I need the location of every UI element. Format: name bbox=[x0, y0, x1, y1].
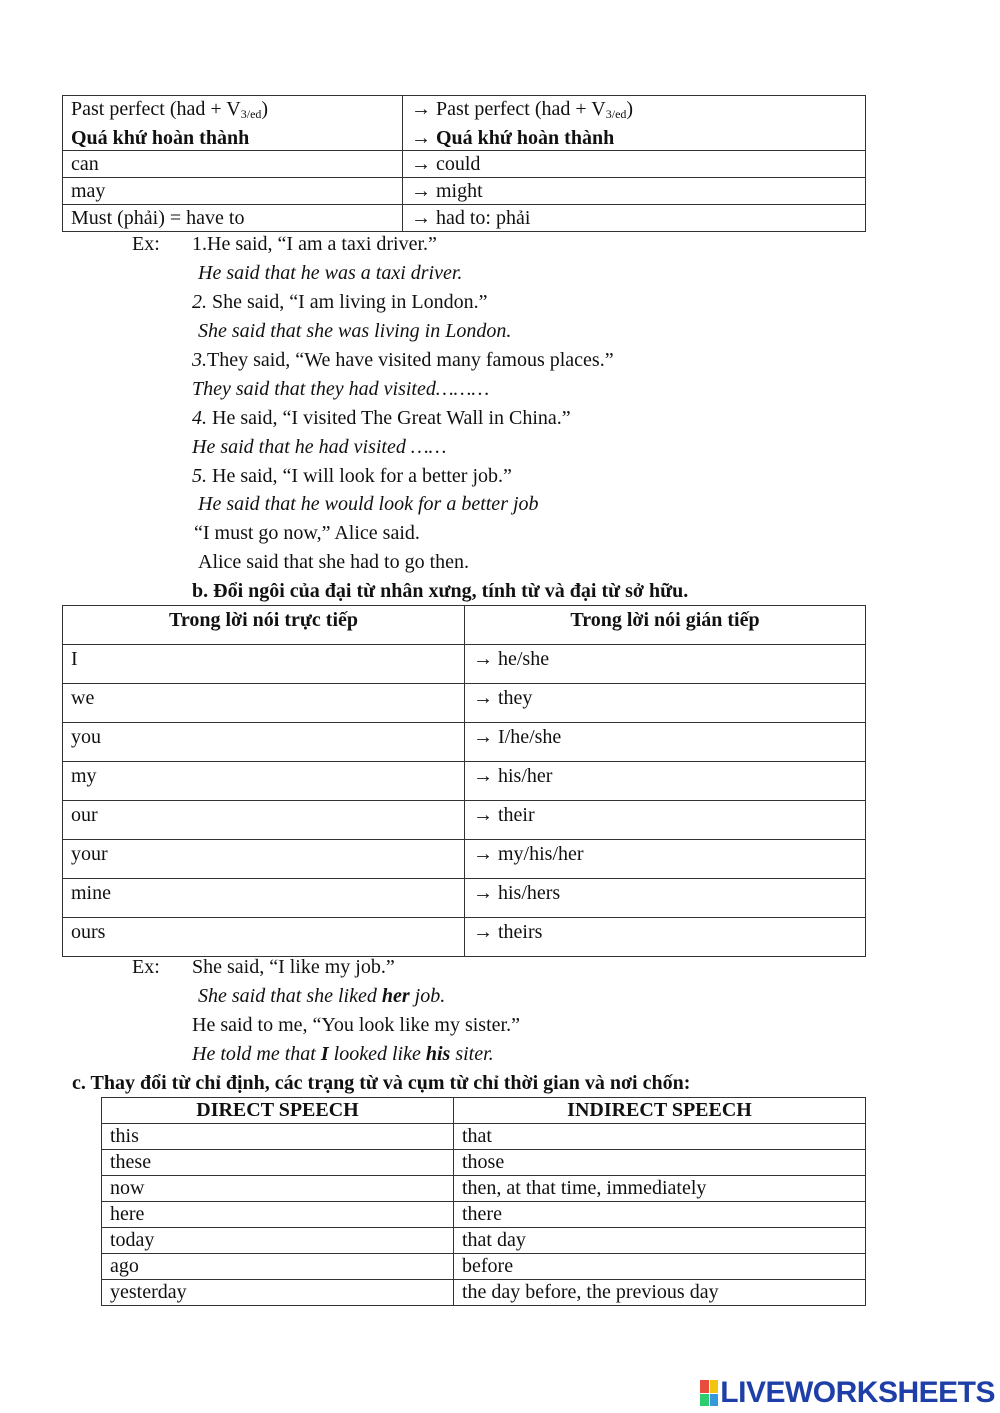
table-cell: we bbox=[63, 684, 465, 723]
table-row bbox=[63, 178, 866, 205]
column-header: Trong lời nói trực tiếp bbox=[63, 606, 465, 645]
table-cell: → had to: phải bbox=[403, 205, 866, 232]
table-cell: that day bbox=[454, 1228, 866, 1254]
logo-square bbox=[700, 1394, 709, 1407]
table-cell: may bbox=[63, 178, 403, 205]
table-cell: today bbox=[102, 1228, 454, 1254]
table-cell: ago bbox=[102, 1254, 454, 1280]
table-cell: → they bbox=[465, 684, 866, 723]
table-row bbox=[63, 840, 866, 879]
example-reported: She said that she liked her job. bbox=[198, 985, 446, 1007]
table-cell: here bbox=[102, 1202, 454, 1228]
table-cell: → his/her bbox=[465, 762, 866, 801]
table-row bbox=[63, 205, 866, 232]
example-direct: 5. He said, “I will look for a better job.” bbox=[192, 465, 512, 487]
example-label: Ex: bbox=[132, 233, 160, 255]
example-direct: 4. He said, “I visited The Great Wall in China.” bbox=[192, 407, 571, 429]
section-c-heading: c. Thay đổi từ chỉ định, các trạng từ và cụm từ chỉ thời gian và nơi chốn: bbox=[72, 1072, 691, 1094]
example-reported: He said that he was a taxi driver. bbox=[198, 262, 463, 284]
table-row bbox=[63, 918, 866, 957]
table-cell: Must (phải) = have to bbox=[63, 205, 403, 232]
table-row bbox=[63, 96, 866, 151]
table-cell: there bbox=[454, 1202, 866, 1228]
table-cell: that bbox=[454, 1124, 866, 1150]
table-row bbox=[63, 801, 866, 840]
table-cell: now bbox=[102, 1176, 454, 1202]
table-cell: these bbox=[102, 1150, 454, 1176]
table-cell: our bbox=[63, 801, 465, 840]
column-header: DIRECT SPEECH bbox=[102, 1098, 454, 1124]
table-row bbox=[63, 762, 866, 801]
table-row bbox=[102, 1124, 866, 1150]
table-row bbox=[102, 1254, 866, 1280]
table-row bbox=[63, 684, 866, 723]
table-cell: → I/he/she bbox=[465, 723, 866, 762]
logo-text: LIVEWORKSHEETS bbox=[720, 1376, 995, 1409]
table-cell: → he/she bbox=[465, 645, 866, 684]
logo-mark-icon bbox=[700, 1380, 718, 1406]
time-place-table bbox=[101, 1097, 866, 1306]
table-cell: yesterday bbox=[102, 1280, 454, 1306]
table-cell: → my/his/her bbox=[465, 840, 866, 879]
example-direct: 2. She said, “I am living in London.” bbox=[192, 291, 488, 313]
logo-square bbox=[710, 1380, 719, 1393]
table-cell: before bbox=[454, 1254, 866, 1280]
example-direct: She said, “I like my job.” bbox=[192, 956, 395, 978]
table-row bbox=[102, 1150, 866, 1176]
example-reported: She said that she was living in London. bbox=[198, 320, 512, 342]
liveworksheets-logo[interactable] bbox=[700, 1377, 995, 1409]
table-cell: then, at that time, immediately bbox=[454, 1176, 866, 1202]
table-cell: the day before, the previous day bbox=[454, 1280, 866, 1306]
table-cell: → might bbox=[403, 178, 866, 205]
example-direct: 1.He said, “I am a taxi driver.” bbox=[192, 233, 437, 255]
column-header: INDIRECT SPEECH bbox=[454, 1098, 866, 1124]
table-row bbox=[63, 879, 866, 918]
table-row bbox=[102, 1202, 866, 1228]
example-direct: He said to me, “You look like my sister.” bbox=[192, 1014, 520, 1036]
table-cell: my bbox=[63, 762, 465, 801]
pronoun-table bbox=[62, 605, 866, 957]
example-direct: 3.They said, “We have visited many famous places.” bbox=[192, 349, 614, 371]
table-cell: can bbox=[63, 151, 403, 178]
table-cell: you bbox=[63, 723, 465, 762]
table-row bbox=[63, 151, 866, 178]
table-cell: your bbox=[63, 840, 465, 879]
logo-square bbox=[710, 1394, 719, 1407]
table-cell: mine bbox=[63, 879, 465, 918]
table-cell: → his/hers bbox=[465, 879, 866, 918]
example-reported: Alice said that she had to go then. bbox=[198, 551, 470, 573]
table-row bbox=[63, 645, 866, 684]
section-b-heading: b. Đổi ngôi của đại từ nhân xưng, tính từ và đại từ sở hữu. bbox=[192, 580, 689, 602]
table-header-row bbox=[63, 606, 866, 645]
example-reported: He said that he had visited …… bbox=[192, 436, 447, 458]
table-cell: Past perfect $(had + V_{3/ed})$ Quá khứ hoàn thành bbox=[63, 96, 403, 151]
table-cell: → theirs bbox=[465, 918, 866, 957]
table-cell: this bbox=[102, 1124, 454, 1150]
table-row bbox=[102, 1176, 866, 1202]
table-header-row bbox=[102, 1098, 866, 1124]
example-reported: He said that he would look for a better job bbox=[198, 493, 539, 515]
example-direct: “I must go now,” Alice said. bbox=[194, 522, 420, 544]
logo-square bbox=[700, 1380, 709, 1393]
column-header: Trong lời nói gián tiếp bbox=[465, 606, 866, 645]
example-reported: He told me that I looked like his siter. bbox=[192, 1043, 494, 1065]
table-cell: ours bbox=[63, 918, 465, 957]
table-row bbox=[102, 1228, 866, 1254]
table-cell: I bbox=[63, 645, 465, 684]
table-row bbox=[102, 1280, 866, 1306]
table-cell: → could bbox=[403, 151, 866, 178]
table-cell: those bbox=[454, 1150, 866, 1176]
table-cell: → their bbox=[465, 801, 866, 840]
example-label: Ex: bbox=[132, 956, 160, 978]
example-reported: They said that they had visited……… bbox=[192, 378, 490, 400]
modal-verbs-table bbox=[62, 95, 866, 232]
table-cell: → Past perfect $(had + V_{3/ed})$ → Quá khứ hoàn thành bbox=[403, 96, 866, 151]
table-row bbox=[63, 723, 866, 762]
